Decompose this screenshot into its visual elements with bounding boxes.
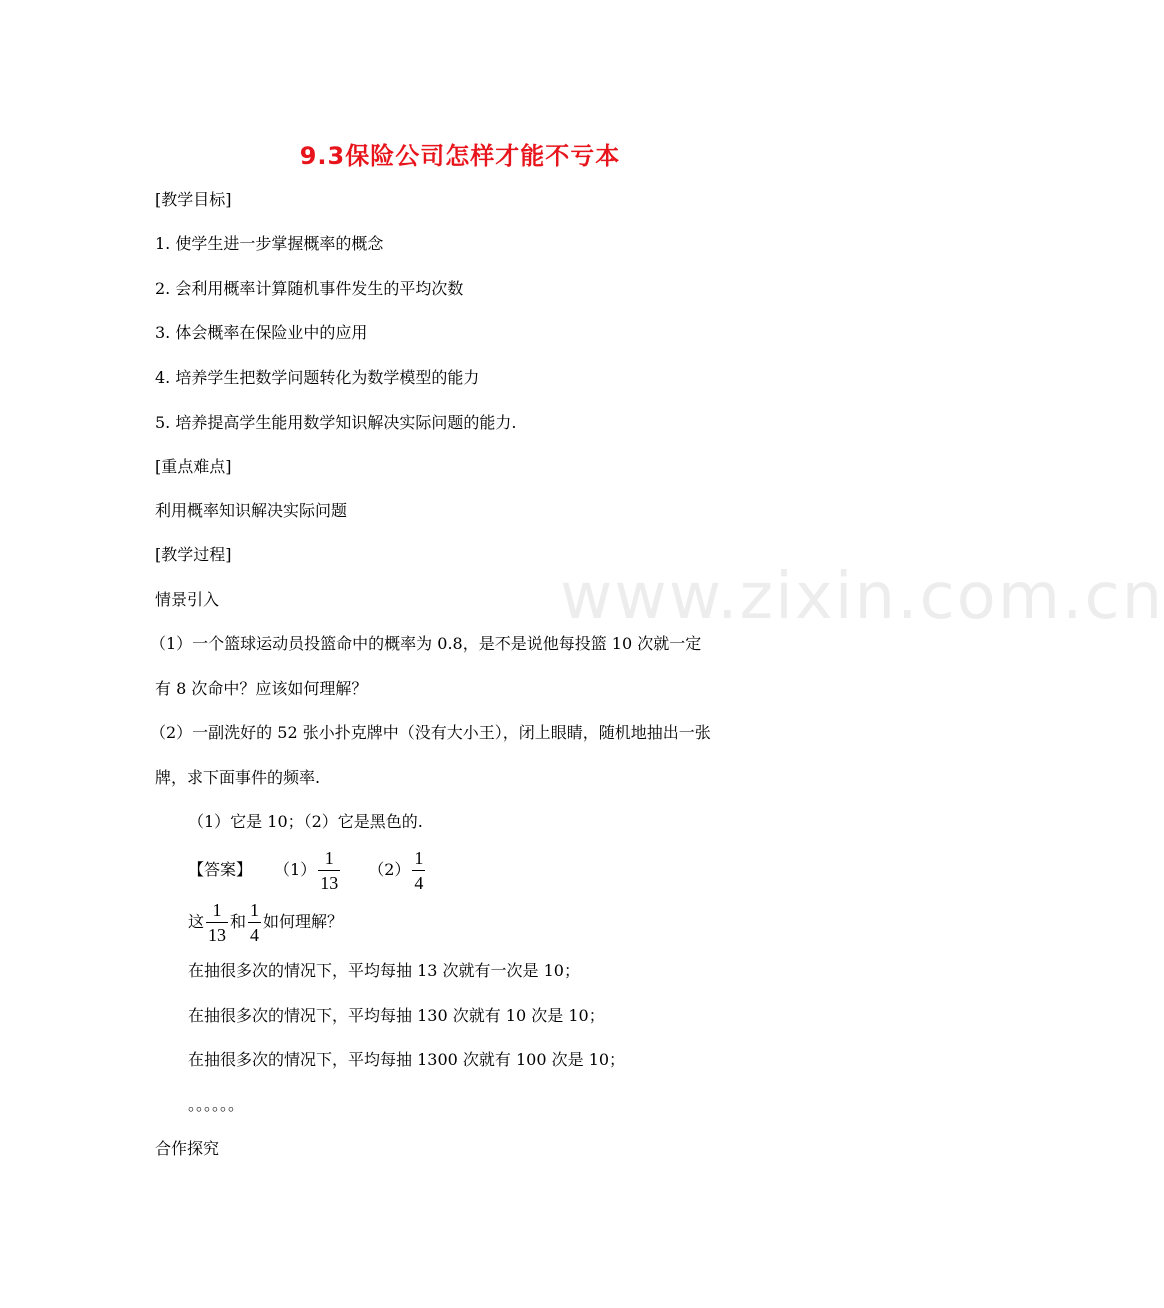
objective-item: 1. 使学生进一步掌握概率的概念 — [155, 234, 384, 253]
fraction-1-4 — [412, 848, 425, 893]
objective-item: 3. 体会概率在保险业中的应用 — [155, 323, 368, 342]
answer-label: 【答案】 — [188, 860, 253, 879]
objective-item: 2. 会利用概率计算随机事件发生的平均次数 — [155, 279, 464, 298]
explanation-line: 在抽很多次的情况下，平均每抽 130 次就有 10 次是 10； — [188, 1006, 605, 1025]
keypoints-text: 利用概率知识解决实际问题 — [155, 501, 348, 520]
fraction-denominator: 13 — [320, 872, 339, 893]
understand-suffix: 如何理解？ — [263, 912, 344, 931]
fraction-1-4 — [248, 900, 261, 945]
answer-part-1-label: （1） — [274, 860, 317, 879]
page-title: 9.3保险公司怎样才能不亏本 — [299, 142, 621, 170]
objective-item: 5. 培养提高学生能用数学知识解决实际问题的能力. — [155, 413, 517, 432]
understand-line — [188, 898, 343, 946]
fraction-denominator: 4 — [414, 872, 424, 893]
process-heading: [教学过程] — [155, 545, 232, 564]
explanation-line: 在抽很多次的情况下，平均每抽 1300 次就有 100 次是 10； — [188, 1050, 626, 1069]
watermark: www.zixin.com.cn — [560, 560, 1164, 634]
question-1-line-1: （1）一个篮球运动员投篮命中的概率为 0.8，是不是说他每投篮 10 次就一定 — [150, 634, 702, 653]
fraction-denominator: 4 — [250, 924, 260, 945]
objectives-heading: [教学目标] — [155, 190, 232, 209]
understand-prefix: 这 — [188, 912, 205, 931]
answer-part-2-label: （2） — [368, 860, 411, 879]
objective-item: 4. 培养学生把数学问题转化为数学模型的能力 — [155, 368, 480, 387]
fraction-1-13 — [318, 848, 340, 893]
fraction-numerator: 1 — [250, 899, 260, 920]
understand-mid: 和 — [230, 912, 247, 931]
question-2-line-1: （2）一副洗好的 52 张小扑克牌中（没有大小王），闭上眼睛，随机地抽出一张 — [150, 723, 711, 742]
answer-line — [188, 846, 427, 894]
question-2-subparts: （1）它是 10；（2）它是黑色的. — [188, 812, 423, 831]
question-1-line-2: 有 8 次命中？应该如何理解？ — [155, 679, 368, 698]
cooperate-heading: 合作探究 — [155, 1139, 220, 1158]
explanation-line: 在抽很多次的情况下，平均每抽 13 次就有一次是 10； — [188, 961, 580, 980]
fraction-denominator: 13 — [208, 924, 227, 945]
fraction-1-13 — [206, 900, 228, 945]
fraction-numerator: 1 — [414, 847, 424, 868]
intro-heading: 情景引入 — [155, 590, 220, 609]
keypoints-heading: [重点难点] — [155, 457, 232, 476]
fraction-numerator: 1 — [324, 847, 334, 868]
ellipsis: 。。。。。。 — [188, 1095, 245, 1114]
fraction-numerator: 1 — [212, 899, 222, 920]
question-2-line-2: 牌，求下面事件的频率. — [155, 768, 321, 787]
